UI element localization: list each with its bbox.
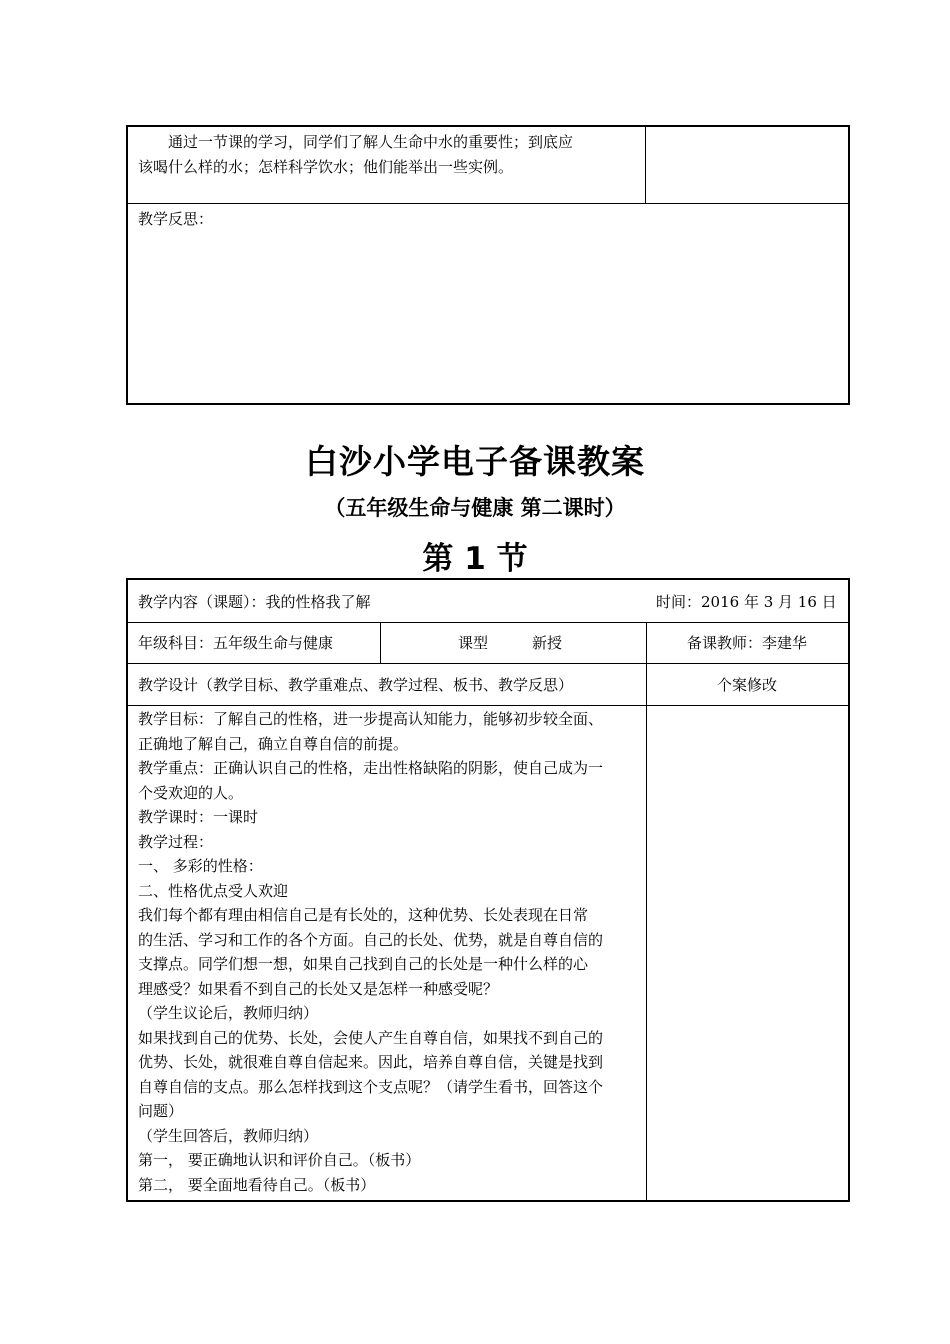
- lesson-type-value: 新授: [532, 634, 563, 652]
- lesson-body-line: 第一， 要正确地认识和评价自己。（板书）: [138, 1151, 421, 1169]
- lesson-body-line: 教学重点：正确认识自己的性格，走出性格缺陷的阴影，使自己成为一: [138, 759, 604, 777]
- lesson-body-line: 优势、长处，就很难自尊自信起来。因此，培养自尊自信，关键是找到: [138, 1053, 604, 1071]
- grade-subject: 年级科目：五年级生命与健康: [138, 634, 334, 652]
- revision-header: 个案修改: [716, 676, 777, 694]
- lesson-body-line: 第二， 要全面地看待自己。（板书）: [138, 1175, 376, 1194]
- lesson-body-line: 教学过程：: [138, 832, 214, 851]
- section-title: 第 1 节: [422, 541, 528, 577]
- previous-lesson-table: [126, 125, 850, 405]
- page-subtitle: （五年级生命与健康 第二课时）: [324, 496, 626, 520]
- lesson-body-line: 问题）: [138, 1102, 184, 1120]
- lesson-body-line: 支撑点。同学们想一想，如果自己找到自己的长处是一种什么样的心: [138, 955, 589, 973]
- lesson-body-line: 正确地了解自己，确立自尊自信的前提。: [138, 734, 409, 753]
- lesson-body-line: 理感受？如果看不到自己的长处又是怎样一种感受呢？: [138, 979, 499, 998]
- lesson-time: 时间：2016 年 3 月 16 日: [656, 593, 837, 611]
- lesson-plan-table: [126, 578, 850, 1202]
- lesson-body-line: 教学课时：一课时: [138, 808, 259, 826]
- lesson-body-line: 教学目标：了解自己的性格，进一步提高认知能力，能够初步较全面、: [138, 710, 604, 728]
- lesson-body-line: 我们每个都有理由相信自己是有长处的，这种优势、长处表现在日常: [138, 906, 589, 924]
- summary-line-1: 通过一节课的学习，同学们了解人生命中水的重要性；到底应: [168, 133, 574, 151]
- teacher-name: 备课教师：李建华: [686, 634, 807, 652]
- lesson-body-line: （学生议论后，教师归纳）: [138, 1004, 319, 1022]
- lesson-body: [138, 707, 643, 1197]
- lesson-content-label: 教学内容（课题）：我的性格我了解: [138, 593, 371, 611]
- lesson-body-line: 一、 多彩的性格：: [138, 857, 263, 875]
- lesson-summary: [138, 130, 638, 179]
- lesson-body-line: 自尊自信的支点。那么怎样找到这个支点呢？（请学生看书，回答这个: [138, 1077, 604, 1096]
- page-title: 白沙小学电子备课教案: [305, 442, 645, 481]
- lesson-body-line: 如果找到自己的优势、长处，会使人产生自尊自信，如果找不到自己的: [138, 1028, 604, 1047]
- reflection-label: 教学反思：: [138, 210, 214, 228]
- lesson-body-line: 二、性格优点受人欢迎: [138, 881, 289, 900]
- lesson-type-label: 课型: [458, 634, 489, 652]
- design-header: 教学设计（教学目标、教学重难点、教学过程、板书、教学反思）: [138, 676, 574, 694]
- lesson-body-line: 的生活、学习和工作的各个方面。自己的长处、优势，就是自尊自信的: [138, 930, 604, 949]
- lesson-body-line: （学生回答后，教师归纳）: [138, 1126, 319, 1145]
- summary-line-2: 该喝什么样的水；怎样科学饮水；他们能举出一些实例。: [138, 157, 514, 176]
- lesson-body-line: 个受欢迎的人。: [138, 783, 244, 802]
